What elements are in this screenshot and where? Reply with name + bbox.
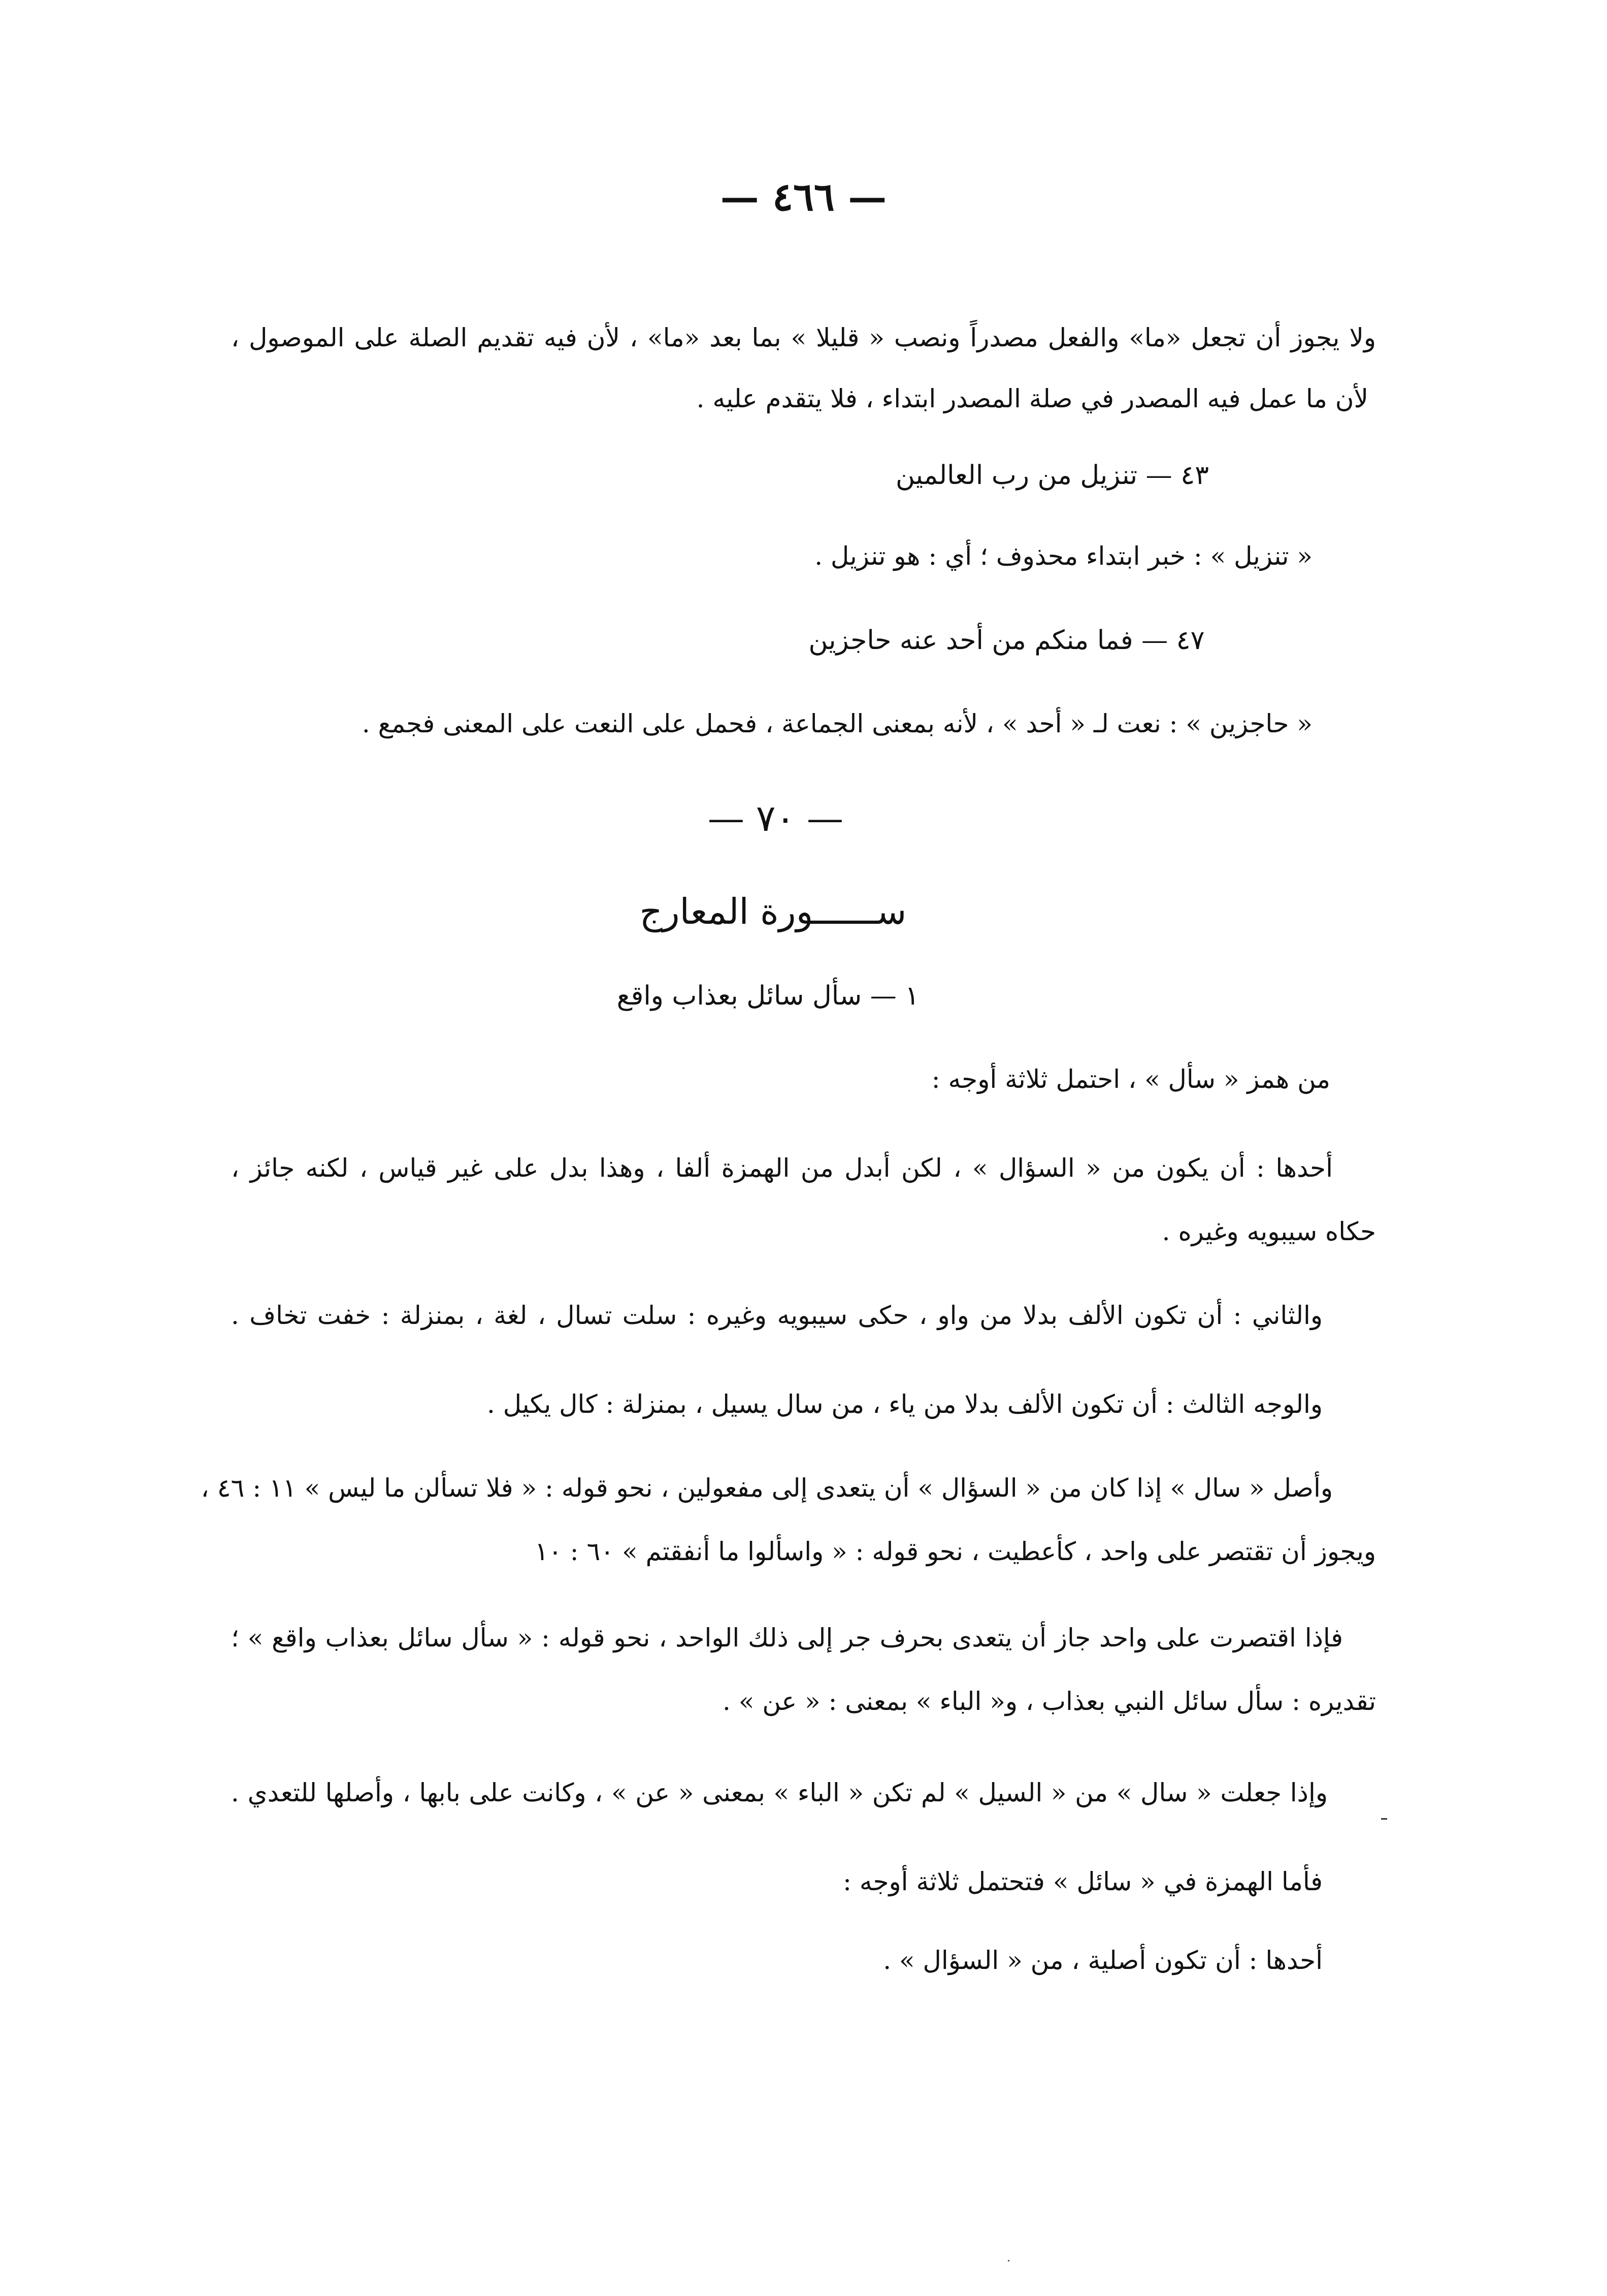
scan-speck [1008, 2260, 1009, 2261]
surah-title: ســــــورة المعارج [639, 891, 907, 932]
paragraph-line: ولا يجوز أن تجعل «ما» والفعل مصدراً ونصب « قليلا » بما بعد «ما» ، لأن فيه تقديم الصلة على الموصول ، [231, 323, 1376, 352]
scan-mark [1381, 1818, 1387, 1820]
paragraph-line: ويجوز أن تقتصر على واحد ، كأعطيت ، نحو قوله : « واسألوا ما أنفقتم » ٦٠ : ١٠ [535, 1537, 1376, 1566]
paragraph-line: حكاه سيبويه وغيره . [1162, 1217, 1376, 1246]
paragraph-line: فأما الهمزة في « سائل » فتحتمل ثلاثة أوجه : [843, 1867, 1323, 1896]
paragraph-line: فإذا اقتصرت على واحد جاز أن يتعدى بحرف جر إلى ذلك الواحد ، نحو قوله : « سأل سائل بعذاب واقع » ؛ [231, 1623, 1343, 1653]
paragraph-line: من همز « سأل » ، احتمل ثلاثة أوجه : [931, 1064, 1330, 1094]
paragraph-line: لأن ما عمل فيه المصدر في صلة المصدر ابتداء ، فلا يتقدم عليه . [696, 384, 1368, 413]
paragraph-line: أحدها : أن تكون أصلية ، من « السؤال » . [883, 1946, 1323, 1975]
section-number: — ٧٠ — [707, 797, 844, 839]
paragraph-line: وأصل « سال » إذا كان من « السؤال » أن يتعدى إلى مفعولين ، نحو قوله : « فلا تسألن ما ليس » ١١ : ٤٦ ، [201, 1473, 1333, 1503]
verse-heading: ١ — سأل سائل بعذاب واقع [616, 981, 920, 1011]
paragraph-line: والثاني : أن تكون الألف بدلا من واو ، حكى سيبويه وغيره : سلت تسال ، لغة ، بمنزلة : خفت تخاف . [231, 1301, 1323, 1330]
paragraph-line: أحدها : أن يكون من « السؤال » ، لكن أبدل من الهمزة ألفا ، وهذا بدل على غير قياس ، لكنه جائز ، [231, 1153, 1333, 1183]
paragraph-line: تقديره : سأل سائل النبي بعذاب ، و« الباء » بمعنى : « عن » . [723, 1687, 1376, 1716]
verse-heading: ٤٣ — تنزيل من رب العالمين [895, 460, 1209, 491]
page-number: — ٤٦٦ — [720, 174, 887, 219]
paragraph-line: والوجه الثالث : أن تكون الألف بدلا من ياء ، من سال يسيل ، بمنزلة : كال يكيل . [487, 1389, 1323, 1419]
verse-heading: ٤٧ — فما منكم من أحد عنه حاجزين [808, 625, 1205, 656]
paragraph-line: « حاجزين » : نعت لـ « أحد » ، لأنه بمعنى الجماعة ، فحمل على النعت على المعنى فجمع . [362, 709, 1313, 738]
paragraph-line: وإذا جعلت « سال » من « السيل » لم تكن « الباء » بمعنى « عن » ، وكانت على بابها ، وأصلها للتعدي . [231, 1778, 1328, 1807]
paragraph-line: « تنزيل » : خبر ابتداء محذوف ؛ أي : هو تنزيل . [814, 541, 1313, 571]
